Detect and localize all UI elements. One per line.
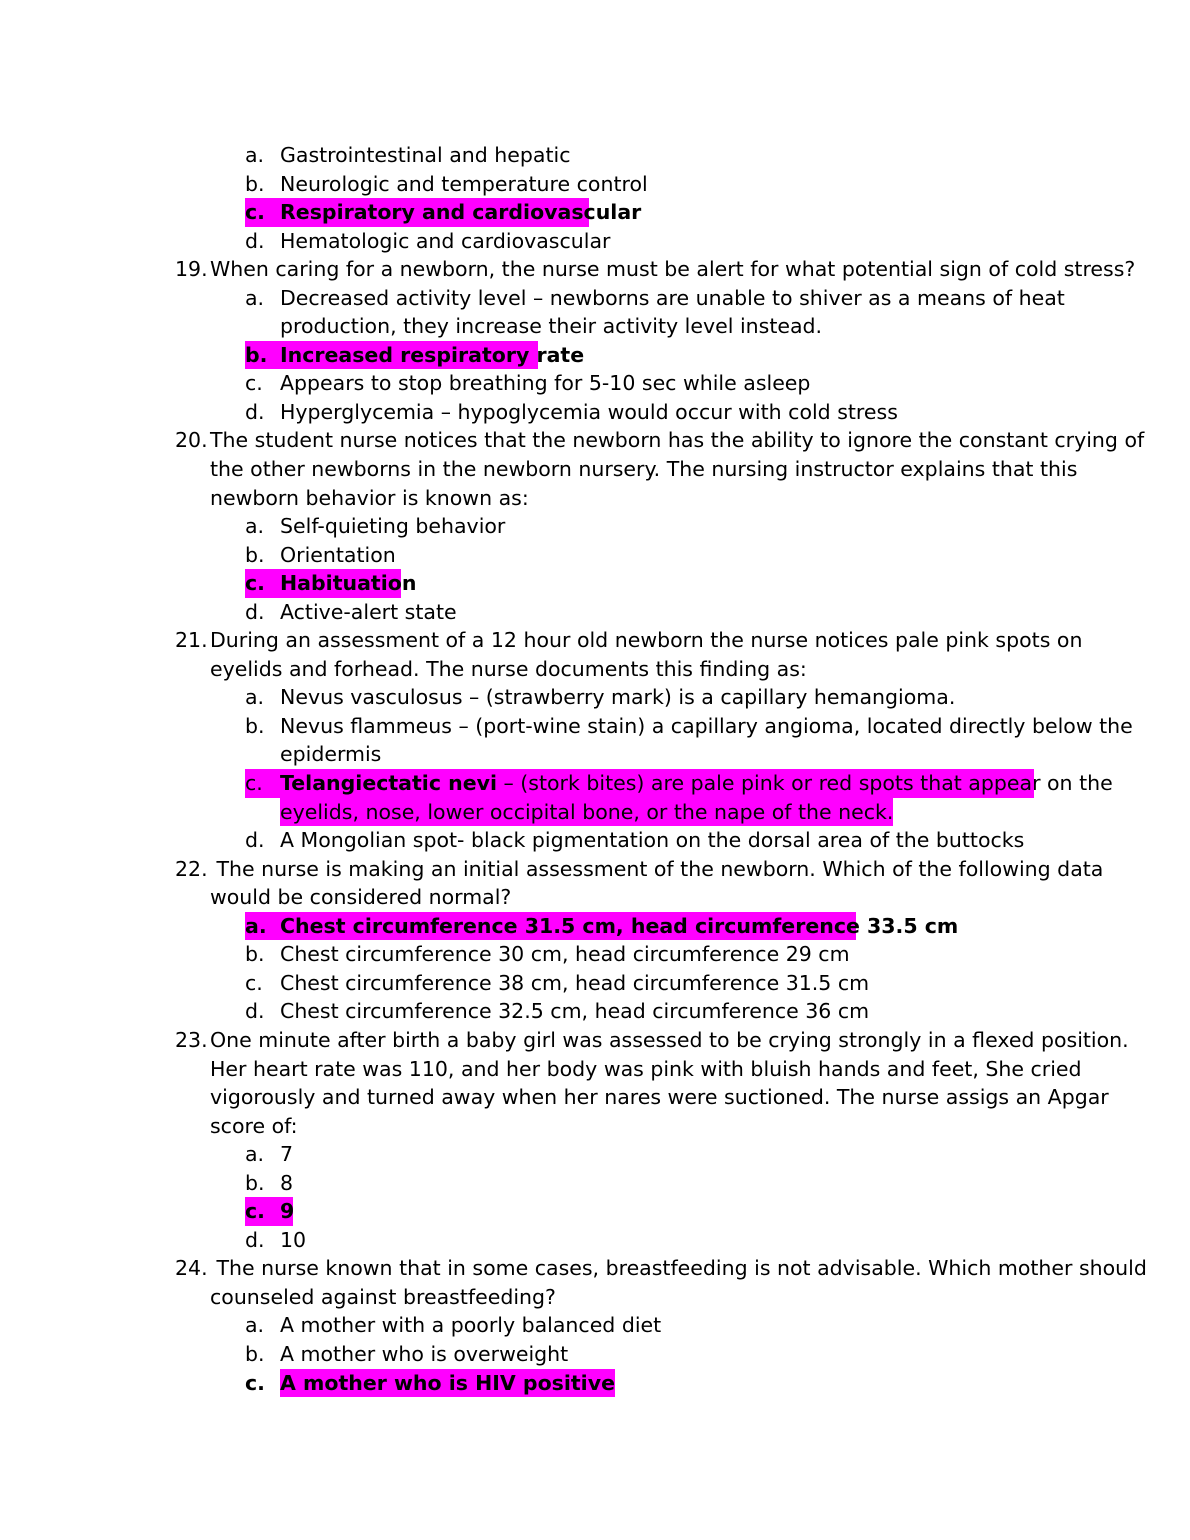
option-text: Self-quieting behavior [280, 514, 506, 539]
option-text: Neurologic and temperature control [280, 171, 648, 196]
option-text: eyelids, nose, lower occipital bone, or the nape of the neck. [280, 798, 893, 827]
question-23-stem [0, 1026, 1190, 1055]
option-letter: c. [245, 970, 263, 995]
q18-option-b [0, 170, 1190, 199]
q24-option-b [0, 1340, 1190, 1369]
option-letter: a. [245, 514, 265, 539]
question-text: During an assessment of a 12 hour old newborn the nurse notices pale pink spots on [210, 628, 1083, 653]
option-text: Chest circumference 31.5 cm, head circumference 33.5 cm [280, 913, 959, 938]
question-number: 19. [175, 257, 208, 282]
q21-option-b [0, 712, 1190, 741]
question-text: would be considered normal? [210, 885, 512, 910]
option-text: 7 [280, 1142, 294, 1167]
question-number: 21. [175, 628, 208, 653]
option-text: Habituation [280, 571, 417, 596]
question-text: Her heart rate was 110, and her body was pink with bluish hands and feet, She cried [210, 1056, 1082, 1081]
option-text: Active-alert state [280, 599, 457, 624]
q23-option-d [0, 1226, 1190, 1255]
option-text: Decreased activity level – newborns are unable to shiver as a means of heat [280, 285, 1065, 310]
option-letter: c. [245, 371, 263, 396]
q22-option-a-correct [0, 912, 1190, 941]
option-letter: d. [245, 599, 265, 624]
question-21-stem [0, 626, 1190, 655]
option-letter: a. [245, 685, 265, 710]
q20-option-d [0, 598, 1190, 627]
option-letter: b. [245, 1170, 265, 1195]
question-20-stem-cont [0, 484, 1190, 513]
q24-option-a [0, 1311, 1190, 1340]
q19-option-c [0, 369, 1190, 398]
question-number: 23. [175, 1027, 208, 1052]
option-letter: c. [245, 1199, 265, 1224]
question-text: newborn behavior is known as: [210, 485, 529, 510]
question-text: When caring for a newborn, the nurse must be alert for what potential sign of cold stress? [210, 257, 1136, 282]
q22-option-b [0, 940, 1190, 969]
question-text: One minute after birth a baby girl was assessed to be crying strongly in a flexed position. [210, 1027, 1129, 1052]
q23-option-c-correct [0, 1197, 1190, 1226]
q21-option-d [0, 826, 1190, 855]
question-number: 24. [175, 1256, 208, 1281]
question-text: the other newborns in the newborn nursery. The nursing instructor explains that this [210, 457, 1078, 482]
option-letter: d. [245, 399, 265, 424]
option-letter: d. [245, 828, 265, 853]
document-page [0, 141, 1190, 1397]
q23-option-b [0, 1169, 1190, 1198]
q19-option-b-correct [0, 341, 1190, 370]
question-20-stem-cont [0, 455, 1190, 484]
question-23-stem-cont [0, 1083, 1190, 1112]
question-text: counseled against breastfeeding? [210, 1284, 556, 1309]
option-text-rest: – (stork bites) are pale pink or red spots that appear on the [497, 771, 1113, 796]
question-text: eyelids and forhead. The nurse documents this finding as: [210, 656, 807, 681]
q21-option-b-cont [0, 740, 1190, 769]
option-text: 10 [280, 1227, 307, 1252]
question-23-stem-cont [0, 1112, 1190, 1141]
option-letter: b. [245, 171, 265, 196]
option-text: Nevus flammeus – (port-wine stain) a capillary angioma, located directly below the [280, 713, 1133, 738]
question-21-stem-cont [0, 655, 1190, 684]
question-24-stem [0, 1254, 1190, 1283]
question-text: The nurse known that in some cases, breastfeeding is not advisable. Which mother should [210, 1256, 1147, 1281]
q22-option-c [0, 969, 1190, 998]
option-letter: d. [245, 1227, 265, 1252]
option-letter: b. [245, 342, 268, 367]
option-text: Hyperglycemia – hypoglycemia would occur with cold stress [280, 399, 898, 424]
option-text: 9 [280, 1199, 295, 1224]
option-letter: b. [245, 1341, 265, 1366]
option-letter: d. [245, 999, 265, 1024]
question-19-stem [0, 255, 1190, 284]
question-number: 20. [175, 428, 208, 453]
option-text: Hematologic and cardiovascular [280, 228, 611, 253]
option-letter: c. [245, 771, 263, 796]
question-text: vigorously and turned away when her nares were suctioned. The nurse assigs an Apgar [210, 1085, 1109, 1110]
option-letter: b. [245, 713, 265, 738]
q21-option-c-correct [0, 769, 1190, 798]
option-text: Chest circumference 38 cm, head circumference 31.5 cm [280, 970, 870, 995]
option-text: Gastrointestinal and hepatic [280, 143, 571, 167]
option-text: A mother who is HIV positive [280, 1369, 615, 1398]
option-text: Increased respiratory rate [280, 342, 585, 367]
q20-option-a [0, 512, 1190, 541]
question-text: The nurse is making an initial assessment of the newborn. Which of the following data [210, 856, 1104, 881]
option-letter: c. [245, 200, 265, 225]
option-letter: a. [245, 143, 265, 167]
q19-option-d [0, 398, 1190, 427]
option-letter: c. [245, 571, 265, 596]
q19-option-a-cont [0, 312, 1190, 341]
q19-option-a [0, 284, 1190, 313]
option-text: Orientation [280, 542, 396, 567]
option-bold-term: Telangiectatic nevi [280, 771, 498, 796]
question-text: score of: [210, 1113, 298, 1138]
option-text: 8 [280, 1170, 294, 1195]
q22-option-d [0, 997, 1190, 1026]
q20-option-c-correct [0, 569, 1190, 598]
q24-option-c-correct [0, 1369, 1190, 1398]
option-text: production, they increase their activity level instead. [280, 314, 823, 339]
option-letter: a. [245, 285, 265, 310]
question-23-stem-cont [0, 1055, 1190, 1084]
q18-option-c-correct [0, 198, 1190, 227]
option-text: A Mongolian spot- black pigmentation on the dorsal area of the buttocks [280, 828, 1025, 853]
q20-option-b [0, 541, 1190, 570]
option-text [280, 769, 1113, 798]
question-22-stem-cont [0, 883, 1190, 912]
option-text: Appears to stop breathing for 5-10 sec while asleep [280, 371, 811, 396]
question-text: The student nurse notices that the newborn has the ability to ignore the constant crying of [210, 428, 1145, 453]
option-letter: b. [245, 542, 265, 567]
option-text: epidermis [280, 742, 382, 767]
option-text: A mother who is overweight [280, 1341, 569, 1366]
q21-option-c-cont [0, 798, 1190, 827]
option-letter: b. [245, 942, 265, 967]
question-24-stem-cont [0, 1283, 1190, 1312]
option-letter: a. [245, 913, 267, 938]
option-text: A mother with a poorly balanced diet [280, 1313, 662, 1338]
question-number: 22. [175, 856, 208, 881]
option-letter: a. [245, 1142, 265, 1167]
option-text: Respiratory and cardiovascular [280, 200, 642, 225]
option-text: Chest circumference 32.5 cm, head circumference 36 cm [280, 999, 870, 1024]
q21-option-a [0, 683, 1190, 712]
q18-option-d [0, 227, 1190, 256]
option-letter: d. [245, 228, 265, 253]
q18-option-a [0, 141, 1190, 170]
q23-option-a [0, 1140, 1190, 1169]
question-22-stem [0, 855, 1190, 884]
option-text: Nevus vasculosus – (strawberry mark) is a capillary hemangioma. [280, 685, 956, 710]
option-letter: a. [245, 1313, 265, 1338]
option-text: Chest circumference 30 cm, head circumference 29 cm [280, 942, 850, 967]
question-20-stem [0, 426, 1190, 455]
option-letter: c. [245, 1370, 265, 1395]
